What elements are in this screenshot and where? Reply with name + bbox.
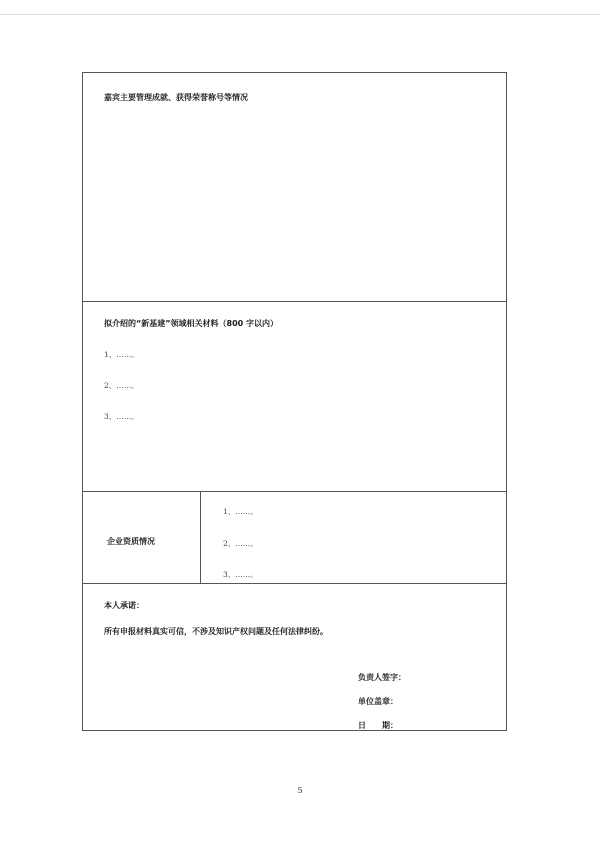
materials-section	[83, 302, 506, 492]
honors-section	[83, 73, 506, 302]
signature-label: 负责人签字：	[358, 673, 406, 682]
date-label: 日 期：	[358, 721, 398, 730]
qualification-section	[83, 492, 506, 584]
honors-heading: 嘉宾主要管理成就、获得荣誉称号等情况	[104, 93, 248, 102]
materials-item-1: 1、……。	[104, 350, 139, 359]
qualification-item-1: 1、……。	[223, 507, 258, 516]
qualification-label: 企业资质情况	[107, 537, 155, 546]
materials-item-3: 3、……。	[104, 412, 139, 421]
commitment-text: 所有申报材料真实可信，不涉及知识产权问题及任何法律纠纷。	[104, 627, 328, 636]
commitment-title: 本人承诺：	[104, 601, 144, 610]
qualification-label-cell	[83, 492, 201, 583]
page-number: 5	[297, 786, 303, 795]
application-form-table	[82, 72, 507, 731]
commitment-section	[83, 584, 506, 730]
top-border-rule	[0, 14, 600, 15]
qualification-item-2: 2、……。	[223, 539, 258, 548]
materials-heading: 拟介绍的“新基建”领域相关材料（800 字以内）	[104, 319, 278, 328]
materials-item-2: 2、……。	[104, 381, 139, 390]
qualification-item-3: 3、……。	[223, 570, 258, 579]
seal-label: 单位盖章：	[358, 697, 398, 706]
